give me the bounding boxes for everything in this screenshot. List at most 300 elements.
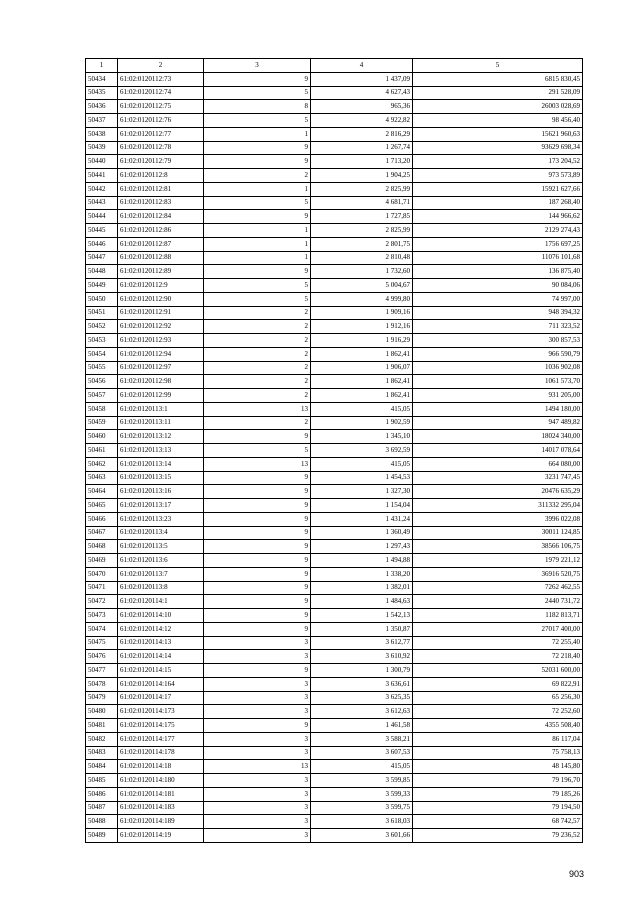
specific-value-cell: 3 612,77 xyxy=(311,636,413,650)
group-cell: 2 xyxy=(204,375,311,389)
row-index-cell: 50450 xyxy=(86,292,118,306)
table-row xyxy=(86,787,583,801)
group-cell: 9 xyxy=(204,485,311,499)
cadastral-value-cell: 11076 101,68 xyxy=(413,251,583,265)
group-cell: 5 xyxy=(204,114,311,128)
specific-value-cell: 1 350,87 xyxy=(311,622,413,636)
row-index-cell: 50457 xyxy=(86,389,118,403)
table-row xyxy=(86,664,583,678)
row-index-cell: 50442 xyxy=(86,182,118,196)
table-row xyxy=(86,292,583,306)
table-row xyxy=(86,224,583,238)
row-index-cell: 50475 xyxy=(86,636,118,650)
table-body xyxy=(86,72,583,842)
specific-value-cell: 2 825,99 xyxy=(311,224,413,238)
group-cell: 9 xyxy=(204,499,311,513)
table-row xyxy=(86,361,583,375)
row-index-cell: 50435 xyxy=(86,86,118,100)
cadastral-value-cell: 664 080,00 xyxy=(413,457,583,471)
specific-value-cell: 1 494,88 xyxy=(311,554,413,568)
cadastral-value-cell: 69 822,91 xyxy=(413,677,583,691)
cadastral-value-cell: 52031 600,00 xyxy=(413,664,583,678)
cadastral-value-cell: 2129 274,43 xyxy=(413,224,583,238)
specific-value-cell: 1 904,25 xyxy=(311,169,413,183)
cadastral-value-cell: 79 194,50 xyxy=(413,801,583,815)
table-row xyxy=(86,430,583,444)
group-cell: 5 xyxy=(204,86,311,100)
specific-value-cell: 1 461,58 xyxy=(311,719,413,733)
cadastral-number-cell: 61:02:0120112:83 xyxy=(118,196,204,210)
table-row xyxy=(86,375,583,389)
specific-value-cell: 1 912,16 xyxy=(311,320,413,334)
cadastral-number-cell: 61:02:0120114:13 xyxy=(118,636,204,650)
table-row xyxy=(86,526,583,540)
row-index-cell: 50437 xyxy=(86,114,118,128)
group-cell: 9 xyxy=(204,430,311,444)
table-row xyxy=(86,72,583,86)
specific-value-cell: 3 599,85 xyxy=(311,774,413,788)
specific-value-cell: 1 267,74 xyxy=(311,141,413,155)
row-index-cell: 50452 xyxy=(86,320,118,334)
group-cell: 5 xyxy=(204,444,311,458)
group-cell: 9 xyxy=(204,609,311,623)
cadastral-value-cell: 173 204,52 xyxy=(413,155,583,169)
table-row xyxy=(86,622,583,636)
cadastral-value-cell: 973 573,89 xyxy=(413,169,583,183)
specific-value-cell: 415,05 xyxy=(311,760,413,774)
table-row xyxy=(86,746,583,760)
cadastral-value-cell: 1494 180,00 xyxy=(413,402,583,416)
cadastral-value-cell: 86 117,04 xyxy=(413,732,583,746)
row-index-cell: 50473 xyxy=(86,609,118,623)
specific-value-cell: 3 618,03 xyxy=(311,815,413,829)
group-cell: 1 xyxy=(204,224,311,238)
specific-value-cell: 1 862,41 xyxy=(311,375,413,389)
table-row xyxy=(86,306,583,320)
row-index-cell: 50453 xyxy=(86,334,118,348)
table-row xyxy=(86,815,583,829)
cadastral-number-cell: 61:02:0120113:16 xyxy=(118,485,204,499)
group-cell: 3 xyxy=(204,677,311,691)
group-cell: 9 xyxy=(204,664,311,678)
row-index-cell: 50470 xyxy=(86,567,118,581)
row-index-cell: 50467 xyxy=(86,526,118,540)
cadastral-number-cell: 61:02:0120112:79 xyxy=(118,155,204,169)
specific-value-cell: 1 437,09 xyxy=(311,72,413,86)
column-header: 5 xyxy=(413,59,583,73)
group-cell: 3 xyxy=(204,732,311,746)
group-cell: 9 xyxy=(204,567,311,581)
row-index-cell: 50458 xyxy=(86,402,118,416)
row-index-cell: 50485 xyxy=(86,774,118,788)
specific-value-cell: 965,36 xyxy=(311,100,413,114)
group-cell: 2 xyxy=(204,334,311,348)
cadastral-value-cell: 38566 106,75 xyxy=(413,540,583,554)
table-row xyxy=(86,169,583,183)
cadastral-number-cell: 61:02:0120113:23 xyxy=(118,512,204,526)
table-row xyxy=(86,705,583,719)
cadastral-value-cell: 6815 830,45 xyxy=(413,72,583,86)
cadastral-number-cell: 61:02:0120114:183 xyxy=(118,801,204,815)
specific-value-cell: 1 862,41 xyxy=(311,347,413,361)
row-index-cell: 50443 xyxy=(86,196,118,210)
table-row xyxy=(86,471,583,485)
cadastral-value-cell: 14017 078,64 xyxy=(413,444,583,458)
specific-value-cell: 1 916,29 xyxy=(311,334,413,348)
cadastral-number-cell: 61:02:0120114:175 xyxy=(118,719,204,733)
table-row xyxy=(86,650,583,664)
cadastral-value-cell: 36916 520,75 xyxy=(413,567,583,581)
group-cell: 2 xyxy=(204,347,311,361)
row-index-cell: 50487 xyxy=(86,801,118,815)
row-index-cell: 50445 xyxy=(86,224,118,238)
table-row xyxy=(86,347,583,361)
specific-value-cell: 1 431,24 xyxy=(311,512,413,526)
group-cell: 5 xyxy=(204,196,311,210)
cadastral-value-cell: 4355 508,40 xyxy=(413,719,583,733)
group-cell: 3 xyxy=(204,705,311,719)
cadastral-value-cell: 931 205,00 xyxy=(413,389,583,403)
row-index-cell: 50446 xyxy=(86,237,118,251)
specific-value-cell: 2 825,99 xyxy=(311,182,413,196)
row-index-cell: 50481 xyxy=(86,719,118,733)
row-index-cell: 50448 xyxy=(86,265,118,279)
cadastral-value-cell: 2440 731,72 xyxy=(413,595,583,609)
group-cell: 9 xyxy=(204,471,311,485)
cadastral-value-cell: 1182 813,71 xyxy=(413,609,583,623)
group-cell: 9 xyxy=(204,141,311,155)
specific-value-cell: 1 297,43 xyxy=(311,540,413,554)
specific-value-cell: 4 627,43 xyxy=(311,86,413,100)
cadastral-number-cell: 61:02:0120113:15 xyxy=(118,471,204,485)
table-row xyxy=(86,499,583,513)
row-index-cell: 50474 xyxy=(86,622,118,636)
cadastral-number-cell: 61:02:0120112:97 xyxy=(118,361,204,375)
group-cell: 8 xyxy=(204,100,311,114)
cadastral-number-cell: 61:02:0120112:74 xyxy=(118,86,204,100)
column-header: 1 xyxy=(86,59,118,73)
specific-value-cell: 3 692,59 xyxy=(311,444,413,458)
cadastral-number-cell: 61:02:0120113:11 xyxy=(118,416,204,430)
group-cell: 9 xyxy=(204,210,311,224)
table-row xyxy=(86,251,583,265)
cadastral-number-cell: 61:02:0120112:76 xyxy=(118,114,204,128)
specific-value-cell: 3 599,33 xyxy=(311,787,413,801)
group-cell: 1 xyxy=(204,251,311,265)
cadastral-value-cell: 3231 747,45 xyxy=(413,471,583,485)
cadastral-value-cell: 311332 295,04 xyxy=(413,499,583,513)
table-row xyxy=(86,210,583,224)
specific-value-cell: 1 338,20 xyxy=(311,567,413,581)
row-index-cell: 50482 xyxy=(86,732,118,746)
table-row xyxy=(86,334,583,348)
cadastral-number-cell: 61:02:0120113:12 xyxy=(118,430,204,444)
cadastral-value-cell: 30011 124,85 xyxy=(413,526,583,540)
group-cell: 3 xyxy=(204,815,311,829)
specific-value-cell: 1 300,79 xyxy=(311,664,413,678)
row-index-cell: 50462 xyxy=(86,457,118,471)
cadastral-number-cell: 61:02:0120114:173 xyxy=(118,705,204,719)
specific-value-cell: 1 454,53 xyxy=(311,471,413,485)
row-index-cell: 50464 xyxy=(86,485,118,499)
cadastral-value-cell: 1979 221,12 xyxy=(413,554,583,568)
cadastral-value-cell: 1756 697,25 xyxy=(413,237,583,251)
cadastral-number-cell: 61:02:0120113:5 xyxy=(118,540,204,554)
cadastral-value-cell: 144 966,62 xyxy=(413,210,583,224)
table-row xyxy=(86,677,583,691)
cadastral-value-cell: 72 218,40 xyxy=(413,650,583,664)
row-index-cell: 50449 xyxy=(86,279,118,293)
specific-value-cell: 2 810,48 xyxy=(311,251,413,265)
row-index-cell: 50459 xyxy=(86,416,118,430)
cadastral-number-cell: 61:02:0120112:91 xyxy=(118,306,204,320)
row-index-cell: 50463 xyxy=(86,471,118,485)
cadastral-number-cell: 61:02:0120114:19 xyxy=(118,829,204,843)
table-row xyxy=(86,444,583,458)
cadastral-number-cell: 61:02:0120113:17 xyxy=(118,499,204,513)
cadastral-value-table xyxy=(85,58,583,843)
row-index-cell: 50454 xyxy=(86,347,118,361)
row-index-cell: 50489 xyxy=(86,829,118,843)
table-row xyxy=(86,554,583,568)
specific-value-cell: 3 610,92 xyxy=(311,650,413,664)
cadastral-value-cell: 300 857,53 xyxy=(413,334,583,348)
table-row xyxy=(86,540,583,554)
row-index-cell: 50468 xyxy=(86,540,118,554)
cadastral-number-cell: 61:02:0120113:13 xyxy=(118,444,204,458)
cadastral-value-cell: 27017 400,00 xyxy=(413,622,583,636)
cadastral-value-cell: 291 528,09 xyxy=(413,86,583,100)
table-row xyxy=(86,760,583,774)
cadastral-value-cell: 15921 627,66 xyxy=(413,182,583,196)
row-index-cell: 50484 xyxy=(86,760,118,774)
column-header: 4 xyxy=(311,59,413,73)
row-index-cell: 50440 xyxy=(86,155,118,169)
group-cell: 9 xyxy=(204,265,311,279)
cadastral-value-cell: 90 084,06 xyxy=(413,279,583,293)
cadastral-number-cell: 61:02:0120113:6 xyxy=(118,554,204,568)
row-index-cell: 50441 xyxy=(86,169,118,183)
cadastral-value-cell: 65 256,30 xyxy=(413,691,583,705)
cadastral-number-cell: 61:02:0120112:75 xyxy=(118,100,204,114)
cadastral-number-cell: 61:02:0120112:81 xyxy=(118,182,204,196)
cadastral-number-cell: 61:02:0120112:84 xyxy=(118,210,204,224)
row-index-cell: 50439 xyxy=(86,141,118,155)
group-cell: 1 xyxy=(204,182,311,196)
cadastral-number-cell: 61:02:0120113:14 xyxy=(118,457,204,471)
page-number: 903 xyxy=(568,869,584,879)
group-cell: 13 xyxy=(204,760,311,774)
cadastral-number-cell: 61:02:0120114:178 xyxy=(118,746,204,760)
specific-value-cell: 3 588,21 xyxy=(311,732,413,746)
cadastral-number-cell: 61:02:0120112:86 xyxy=(118,224,204,238)
table-row xyxy=(86,801,583,815)
table-row xyxy=(86,237,583,251)
row-index-cell: 50455 xyxy=(86,361,118,375)
group-cell: 3 xyxy=(204,787,311,801)
row-index-cell: 50438 xyxy=(86,127,118,141)
row-index-cell: 50486 xyxy=(86,787,118,801)
cadastral-value-cell: 72 252,60 xyxy=(413,705,583,719)
cadastral-value-cell: 68 742,57 xyxy=(413,815,583,829)
specific-value-cell: 1 713,20 xyxy=(311,155,413,169)
specific-value-cell: 1 154,04 xyxy=(311,499,413,513)
cadastral-value-cell: 93629 698,34 xyxy=(413,141,583,155)
cadastral-number-cell: 61:02:0120114:14 xyxy=(118,650,204,664)
cadastral-number-cell: 61:02:0120112:78 xyxy=(118,141,204,155)
cadastral-value-cell: 966 590,79 xyxy=(413,347,583,361)
specific-value-cell: 1 360,49 xyxy=(311,526,413,540)
table-row xyxy=(86,595,583,609)
group-cell: 2 xyxy=(204,416,311,430)
cadastral-number-cell: 61:02:0120112:8 xyxy=(118,169,204,183)
table-row xyxy=(86,114,583,128)
group-cell: 9 xyxy=(204,540,311,554)
row-index-cell: 50483 xyxy=(86,746,118,760)
cadastral-value-cell: 1061 573,70 xyxy=(413,375,583,389)
row-index-cell: 50444 xyxy=(86,210,118,224)
cadastral-value-cell: 948 394,32 xyxy=(413,306,583,320)
cadastral-number-cell: 61:02:0120114:10 xyxy=(118,609,204,623)
group-cell: 2 xyxy=(204,169,311,183)
cadastral-number-cell: 61:02:0120113:7 xyxy=(118,567,204,581)
table-row xyxy=(86,691,583,705)
cadastral-number-cell: 61:02:0120112:87 xyxy=(118,237,204,251)
table-row xyxy=(86,402,583,416)
table-row xyxy=(86,389,583,403)
specific-value-cell: 415,05 xyxy=(311,457,413,471)
cadastral-number-cell: 61:02:0120112:92 xyxy=(118,320,204,334)
cadastral-number-cell: 61:02:0120112:77 xyxy=(118,127,204,141)
row-index-cell: 50465 xyxy=(86,499,118,513)
cadastral-number-cell: 61:02:0120114:18 xyxy=(118,760,204,774)
specific-value-cell: 1 906,07 xyxy=(311,361,413,375)
cadastral-value-cell: 187 268,40 xyxy=(413,196,583,210)
specific-value-cell: 1 732,60 xyxy=(311,265,413,279)
table-row xyxy=(86,636,583,650)
group-cell: 9 xyxy=(204,554,311,568)
cadastral-value-cell: 947 489,82 xyxy=(413,416,583,430)
cadastral-number-cell: 61:02:0120112:73 xyxy=(118,72,204,86)
specific-value-cell: 1 345,10 xyxy=(311,430,413,444)
cadastral-number-cell: 61:02:0120114:15 xyxy=(118,664,204,678)
specific-value-cell: 1 542,13 xyxy=(311,609,413,623)
specific-value-cell: 2 801,75 xyxy=(311,237,413,251)
specific-value-cell: 3 625,35 xyxy=(311,691,413,705)
group-cell: 3 xyxy=(204,650,311,664)
cadastral-number-cell: 61:02:0120112:98 xyxy=(118,375,204,389)
row-index-cell: 50477 xyxy=(86,664,118,678)
table-row xyxy=(86,416,583,430)
row-index-cell: 50447 xyxy=(86,251,118,265)
group-cell: 1 xyxy=(204,237,311,251)
cadastral-value-cell: 3996 022,08 xyxy=(413,512,583,526)
specific-value-cell: 2 816,29 xyxy=(311,127,413,141)
group-cell: 13 xyxy=(204,457,311,471)
specific-value-cell: 1 909,16 xyxy=(311,306,413,320)
cadastral-value-cell: 15621 960,63 xyxy=(413,127,583,141)
specific-value-cell: 4 681,71 xyxy=(311,196,413,210)
group-cell: 3 xyxy=(204,829,311,843)
row-index-cell: 50466 xyxy=(86,512,118,526)
row-index-cell: 50478 xyxy=(86,677,118,691)
table-row xyxy=(86,512,583,526)
specific-value-cell: 1 327,30 xyxy=(311,485,413,499)
cadastral-number-cell: 61:02:0120114:164 xyxy=(118,677,204,691)
cadastral-number-cell: 61:02:0120112:90 xyxy=(118,292,204,306)
table-row xyxy=(86,829,583,843)
cadastral-value-cell: 79 196,70 xyxy=(413,774,583,788)
group-cell: 2 xyxy=(204,361,311,375)
group-cell: 13 xyxy=(204,402,311,416)
group-cell: 3 xyxy=(204,801,311,815)
cadastral-value-cell: 711 323,52 xyxy=(413,320,583,334)
specific-value-cell: 3 612,63 xyxy=(311,705,413,719)
group-cell: 9 xyxy=(204,719,311,733)
table-row xyxy=(86,127,583,141)
row-index-cell: 50461 xyxy=(86,444,118,458)
specific-value-cell: 3 636,61 xyxy=(311,677,413,691)
cadastral-number-cell: 61:02:0120114:17 xyxy=(118,691,204,705)
column-header: 3 xyxy=(204,59,311,73)
group-cell: 9 xyxy=(204,581,311,595)
group-cell: 2 xyxy=(204,306,311,320)
cadastral-number-cell: 61:02:0120114:12 xyxy=(118,622,204,636)
cadastral-number-cell: 61:02:0120114:189 xyxy=(118,815,204,829)
cadastral-number-cell: 61:02:0120114:177 xyxy=(118,732,204,746)
group-cell: 3 xyxy=(204,774,311,788)
cadastral-value-cell: 74 997,00 xyxy=(413,292,583,306)
cadastral-value-cell: 98 456,40 xyxy=(413,114,583,128)
group-cell: 3 xyxy=(204,636,311,650)
group-cell: 2 xyxy=(204,389,311,403)
specific-value-cell: 4 922,82 xyxy=(311,114,413,128)
cadastral-value-cell: 20476 635,29 xyxy=(413,485,583,499)
row-index-cell: 50460 xyxy=(86,430,118,444)
table-row xyxy=(86,265,583,279)
row-index-cell: 50456 xyxy=(86,375,118,389)
cadastral-number-cell: 61:02:0120113:4 xyxy=(118,526,204,540)
table-row xyxy=(86,457,583,471)
specific-value-cell: 415,05 xyxy=(311,402,413,416)
cadastral-value-cell: 75 758,13 xyxy=(413,746,583,760)
row-index-cell: 50471 xyxy=(86,581,118,595)
group-cell: 1 xyxy=(204,127,311,141)
row-index-cell: 50469 xyxy=(86,554,118,568)
specific-value-cell: 3 601,66 xyxy=(311,829,413,843)
group-cell: 5 xyxy=(204,279,311,293)
table-row xyxy=(86,86,583,100)
row-index-cell: 50472 xyxy=(86,595,118,609)
group-cell: 9 xyxy=(204,72,311,86)
cadastral-number-cell: 61:02:0120112:99 xyxy=(118,389,204,403)
table-row xyxy=(86,719,583,733)
column-header: 2 xyxy=(118,59,204,73)
table-row xyxy=(86,196,583,210)
cadastral-number-cell: 61:02:0120114:1 xyxy=(118,595,204,609)
row-index-cell: 50488 xyxy=(86,815,118,829)
table-row xyxy=(86,320,583,334)
row-index-cell: 50476 xyxy=(86,650,118,664)
row-index-cell: 50451 xyxy=(86,306,118,320)
group-cell: 9 xyxy=(204,595,311,609)
row-index-cell: 50480 xyxy=(86,705,118,719)
group-cell: 9 xyxy=(204,622,311,636)
table-row xyxy=(86,732,583,746)
cadastral-value-cell: 26003 028,69 xyxy=(413,100,583,114)
table-row xyxy=(86,100,583,114)
cadastral-number-cell: 61:02:0120114:180 xyxy=(118,774,204,788)
